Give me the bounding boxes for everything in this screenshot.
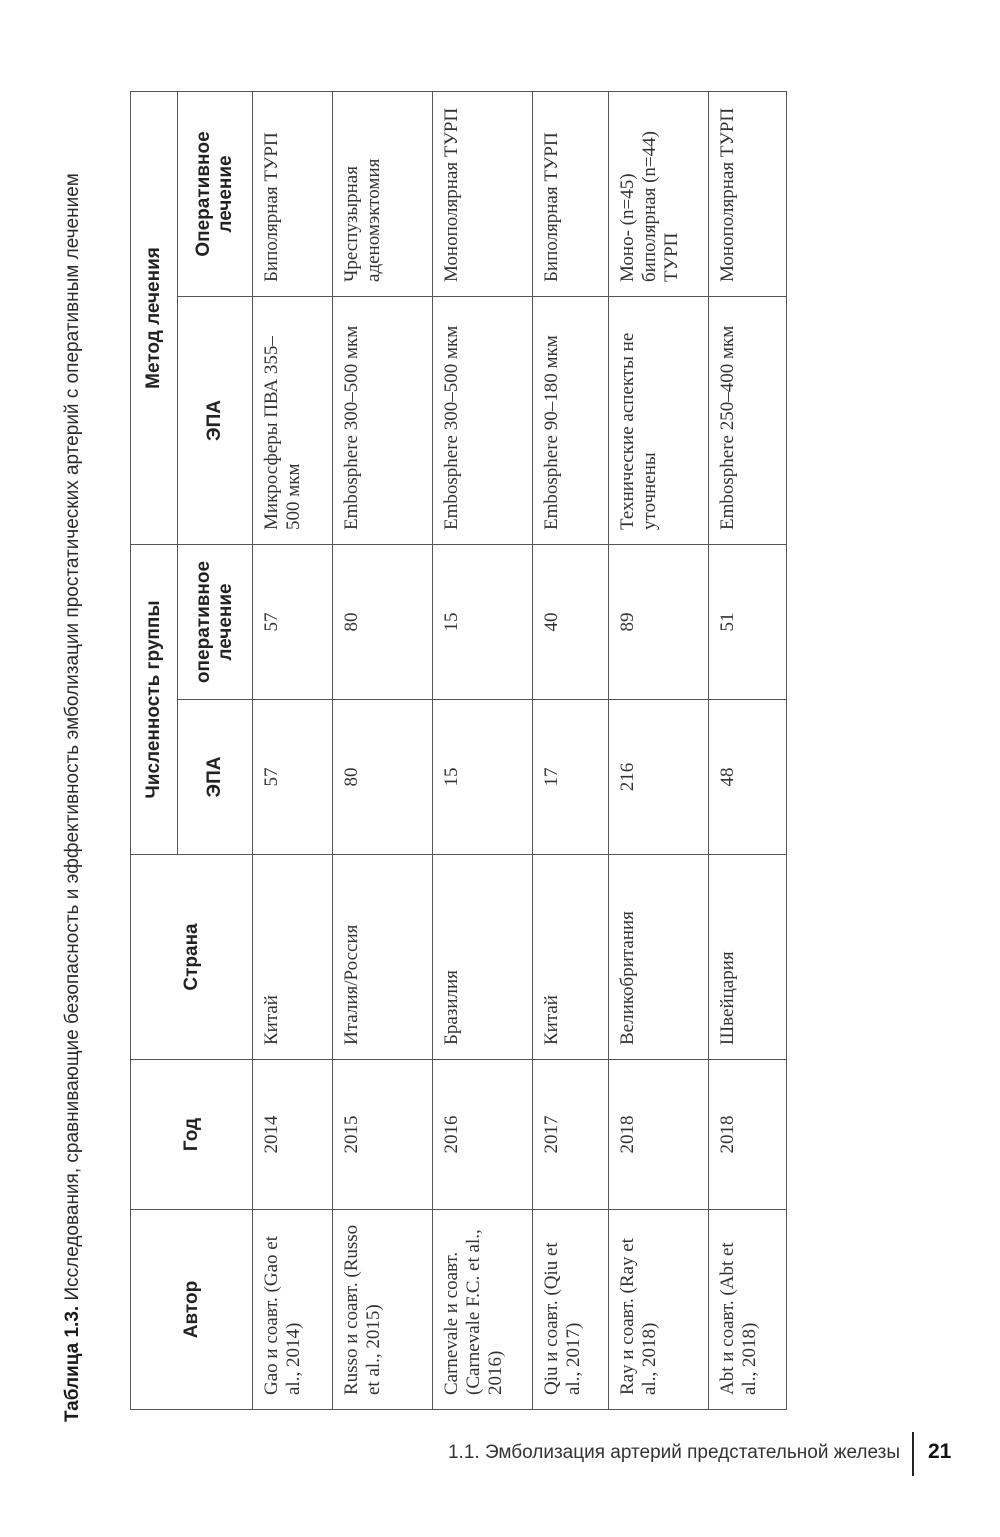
running-section-title: 1.1. Эмболизация артерий предстательной железы <box>447 1442 900 1463</box>
cell-n-epa: 48 <box>709 700 787 855</box>
cell-n-surgery: 51 <box>709 544 787 699</box>
studies-table <box>130 91 787 1410</box>
table-caption-text: Исследования, сравнивающие безопасность и эффективность эмболизации простатических артерий с оперативным лечением <box>62 173 83 1306</box>
table-caption <box>60 87 85 1422</box>
rotated-table-block <box>60 72 820 1422</box>
cell-n-surgery: 57 <box>253 544 333 699</box>
cell-n-epa: 57 <box>253 700 333 855</box>
header-group-surgery: оперативное лечение <box>178 544 253 699</box>
cell-n-surgery: 80 <box>333 544 433 699</box>
table-row <box>333 91 433 1409</box>
header-country: Страна <box>131 855 253 1060</box>
header-method-surgery: Оперативное лечение <box>178 91 253 296</box>
cell-country: Бразилия <box>433 855 533 1060</box>
cell-n-epa: 216 <box>609 700 709 855</box>
header-method: Метод лечения <box>131 91 178 544</box>
cell-n-epa: 17 <box>533 700 609 855</box>
cell-author: Abt и соавт. (Abt et al., 2018) <box>709 1210 787 1410</box>
cell-year: 2015 <box>333 1060 433 1210</box>
table-row <box>253 91 333 1409</box>
header-author: Автор <box>131 1210 253 1410</box>
header-group-epa: ЭПА <box>178 700 253 855</box>
cell-n-surgery: 40 <box>533 544 609 699</box>
cell-epa: Embosphere 300–500 мкм <box>333 296 433 544</box>
cell-n-epa: 80 <box>333 700 433 855</box>
cell-year: 2018 <box>709 1060 787 1210</box>
header-method-epa: ЭПА <box>178 296 253 544</box>
cell-country: Швейцария <box>709 855 787 1060</box>
cell-n-epa: 15 <box>433 700 533 855</box>
page-number: 21 <box>928 1440 952 1463</box>
cell-surgery: Монополярная ТУРП <box>433 91 533 296</box>
table-row <box>709 91 787 1409</box>
cell-epa: Embosphere 300–500 мкм <box>433 296 533 544</box>
cell-epa: Embosphere 90–180 мкм <box>533 296 609 544</box>
footer-divider <box>912 1432 914 1476</box>
page-footer <box>0 1428 1000 1488</box>
table-row <box>433 91 533 1409</box>
header-row-top <box>131 91 178 1409</box>
cell-epa: Технические аспекты не уточнены <box>609 296 709 544</box>
cell-surgery: Биполярная ТУРП <box>533 91 609 296</box>
cell-n-surgery: 89 <box>609 544 709 699</box>
table-row <box>609 91 709 1409</box>
cell-year: 2016 <box>433 1060 533 1210</box>
cell-country: Италия/Россия <box>333 855 433 1060</box>
cell-author: Ray и соавт. (Ray et al., 2018) <box>609 1210 709 1410</box>
table-row <box>533 91 609 1409</box>
cell-author: Qiu и соавт. (Qiu et al., 2017) <box>533 1210 609 1410</box>
header-year: Год <box>131 1060 253 1210</box>
cell-author: Carnevale и соавт. (Carnevale F.C. et al., 2016) <box>433 1210 533 1410</box>
cell-country: Китай <box>253 855 333 1060</box>
cell-author: Gao и соавт. (Gao et al., 2014) <box>253 1210 333 1410</box>
cell-surgery: Моно- (n=45) биполярная (n=44) ТУРП <box>609 91 709 296</box>
cell-country: Китай <box>533 855 609 1060</box>
cell-year: 2017 <box>533 1060 609 1210</box>
cell-year: 2018 <box>609 1060 709 1210</box>
cell-epa: Микросферы ПВА 355–500 мкм <box>253 296 333 544</box>
cell-epa: Embosphere 250–400 мкм <box>709 296 787 544</box>
table-caption-label: Таблица 1.3. <box>62 1305 83 1422</box>
cell-surgery: Чреспузырная аденомэктомия <box>333 91 433 296</box>
cell-year: 2014 <box>253 1060 333 1210</box>
cell-n-surgery: 15 <box>433 544 533 699</box>
cell-surgery: Монополярная ТУРП <box>709 91 787 296</box>
cell-author: Russo и соавт. (Russo et al., 2015) <box>333 1210 433 1410</box>
cell-country: Великобритания <box>609 855 709 1060</box>
header-group-size: Численность группы <box>131 544 178 854</box>
cell-surgery: Биполярная ТУРП <box>253 91 333 296</box>
